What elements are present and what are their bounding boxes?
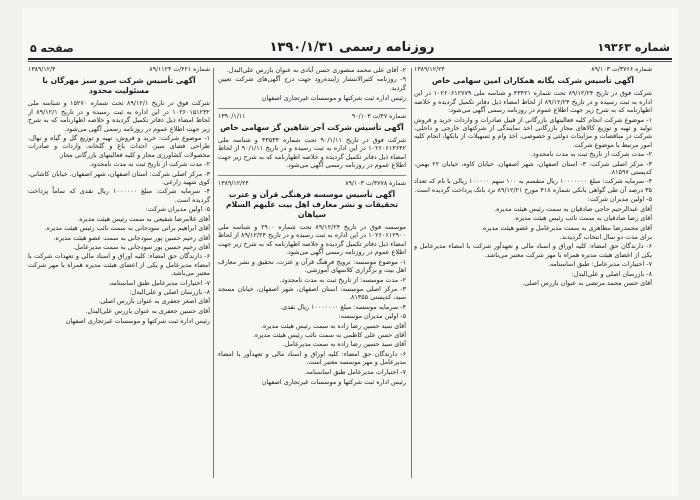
column-left bbox=[28, 66, 210, 486]
page-header bbox=[22, 8, 678, 55]
notice-meta bbox=[218, 180, 406, 188]
notice-paragraph: آقای رحیم حسین پور سودجانی به سمت عضو هیئت مدیره. bbox=[53, 233, 210, 242]
notice-paragraph: ۲- مدت شرکت از تاریخ ثبت به مدت نامحدود. bbox=[530, 150, 652, 159]
notice-signature: رئیس اداره ثبت شرکتها و موسسات غیرتجاری اصفهان bbox=[261, 377, 406, 386]
issue-number: شماره ۱۹۳۶۳ bbox=[597, 41, 670, 54]
notice-number: شماره ۴۷۷۸/ت ۸۹/۱۰۳ bbox=[345, 179, 406, 187]
notice-paragraph: ۴- سرمایه موسسه: مبلغ ۱۰۰۰۰۰۰۰ ریال نقدی. bbox=[280, 302, 406, 311]
notice-paragraph: آقای محمدرضا مظاهری به سمت مدیرعامل و عضو هیئت مدیره. bbox=[481, 223, 652, 232]
notice-paragraph: ۶- دارندگان حق امضاء: کلیه اوراق و اسناد مالی و تعهدآور شرکت با امضاء مدیرعامل و یکی از اعضای هیئت مدیره همراه با مهر شرکت معتبر می‌باشد. bbox=[414, 242, 652, 259]
notice-paragraph: آقای غلامرضا شفیعی به سمت رئیس هیئت مدیره. bbox=[77, 214, 210, 223]
notice-paragraph: شرکت فوق در تاریخ ۸۹/۱۲/۱ تحت شماره ۱۵۲۷۰ و شناسه ملی ۱۰۲۶۰۱۵۱۲۳۲ در این اداره به ثبت رسیده و در تاریخ ۸۹/۱۲/۱ از لحاظ امضاء ذیل دفاتر تکمیل گردیده و خلاصه اظهارنامه که به شرح زیر جهت اطلاع عموم در روزنامه رسمی آگهی می‌شود. bbox=[28, 99, 210, 133]
column-right bbox=[414, 66, 652, 486]
header-rule-thin bbox=[28, 61, 672, 62]
notice-paragraph: آقای رحیم حسین پور سودجانی به سمت مدیرعامل. bbox=[73, 242, 210, 251]
notice-paragraph: ۲- مدت شرکت از تاریخ ثبت به مدت نامحدود. bbox=[88, 160, 210, 169]
notice-paragraph: ۷- اختیارات مدیرعامل طبق اساسنامه. bbox=[304, 367, 406, 376]
notice-date: ۱۳۹۰/۱/۱۱ bbox=[218, 112, 246, 120]
notice-paragraph: ۹- روزنامه کثیرالانتشار زاینده‌رود جهت درج آگهی‌های شرکت تعیین گردید. bbox=[218, 75, 406, 92]
notice-paragraph: ۱- موضوع شرکت: خرید و فروش، تهیه و توزیع گل و گیاه و نهال، طراحی فضای سبز، احداث باغ و گلخانه، واردات و صادرات محصولات کشاورزی مجاز و کلیه فعالیتهای بازرگانی مجاز. bbox=[28, 134, 210, 159]
notice-paragraph: آقای حسن محمد مرتضی به عنوان بازرس اصلی. bbox=[522, 278, 652, 287]
notice-signature: رئیس اداره ثبت شرکتها و موسسات غیرتجاری اصفهان bbox=[65, 317, 210, 326]
notice-paragraph: ۵- اولین مدیران موسسه: bbox=[338, 312, 406, 321]
notice-number: شماره ۴۷/ت ۹۰/۱۰۳ bbox=[351, 112, 406, 120]
notice-paragraph: آقای ابراهیم براتی سودجانی به سمت نائب رئیس هیئت مدیره. bbox=[44, 224, 210, 233]
notice-title: آگهی تأسیس شرکت سرو سبز مهرگان با مسئولیت محدود bbox=[42, 76, 196, 96]
notice-paragraph: ۴- سرمایه شرکت: مبلغ ۱۰۰۰۰۰۰ ریال نقدی که تماماً پرداخت گردیده است. bbox=[28, 187, 210, 204]
notice-paragraph: ۸- بازرسان اصلی و علی‌البدل: bbox=[571, 269, 652, 278]
newspaper-title: روزنامه رسمی ۱۳۹۰/۱/۳۱ bbox=[269, 40, 435, 55]
notice-paragraph: آقای حسین جعفری به عنوان بازرس علی‌البدل. bbox=[85, 306, 210, 315]
notice-paragraph: ۴- سرمایه شرکت: مبلغ ۱۰۰۰۰۰۰۰ ریال منقسم به ۱۰۰ سهم ۱۰۰۰۰۰ ریالی با نام که تعداد ۳۵ درصد آن طی گواهی بانکی شماره ۴۱۸ مورخ ۸۹/۱۲/۲۱ نزد بانک پرداخت گردیده است. bbox=[414, 177, 652, 194]
notice-paragraph: آقای عبدالرحیم حاجی صادقیان به سمت رئیس هیئت مدیره. bbox=[494, 204, 652, 213]
notice-meta bbox=[414, 66, 652, 74]
notice-paragraph: ۱- موضوع موسسه: ترویج فرهنگ قرآن و عترت، تحقیق و نشر معارف اهل بیت و برگزاری کلاسهای آموزشی. bbox=[218, 257, 406, 275]
notice-paragraph: ۳- مرکز اصلی موسسه: استان اصفهان، شهر اصفهان، خیابان مسجد سید، کدپستی ۸۱۳۵۵. bbox=[218, 284, 406, 302]
notice-date: ۱۳۸۹/۱۲/۲۴ bbox=[218, 179, 249, 187]
notice-meta bbox=[28, 66, 210, 74]
notice-divider bbox=[218, 108, 406, 109]
header-rule bbox=[28, 58, 672, 60]
notice-paragraph: آقای سید حسین رضا زاده به سمت رئیس هیئت مدیره. bbox=[260, 321, 406, 330]
notice-title: آگهی تأسیس موسسه فرهنگی قرآن و عترت تحقیقات و نشر معارف اهل بیت علیهم السلام سپاهان bbox=[226, 190, 398, 220]
notice-paragraph: ۷- اختیارات مدیرعامل طبق اساسنامه. bbox=[108, 278, 210, 287]
notice-paragraph: ۵- اولین مدیران شرکت: bbox=[587, 195, 652, 204]
notice-paragraph: ۵- اولین مدیران شرکت: bbox=[145, 205, 210, 214]
notice-number: شماره ۴۲۱/ت ۸۹/۱۱۲۳ bbox=[149, 66, 210, 73]
notice-paragraph: شرکت فوق در تاریخ ۹۰/۱/۱۱ تحت شماره ۴۳۵۳۴ و شناسه ملی ۱۰۲۶۰۶۱۳۶۴۲ در این اداره به ثبت رسیده و در تاریخ ۹۰/۱/۱۱ از لحاظ امضاء ذیل دفاتر تکمیل گردیده و خلاصه اظهارنامه که به شرح زیر جهت اطلاع عموم در روزنامه رسمی آگهی می‌شود. bbox=[218, 136, 406, 170]
notice-paragraph: ۳- مرکز اصلی شرکت: استان اصفهان، شهر اصفهان، خیابان کاشانی، کوی شهید زارعی. bbox=[28, 169, 210, 187]
notice-paragraph: شرکت فوق در تاریخ ۸۹/۱۲/۲۴ تحت شماره ۴۳۴۲۱ و شناسه ملی ۱۰۲۶۰۶۱۲۷۷۹ در این اداره به ثبت رسیده و در تاریخ ۸۹/۱۲/۲۴ از لحاظ امضاء ذیل دفاتر تکمیل گردیده و خلاصه اظهارنامه که به شرح زیر جهت اطلاع عموم در روزنامه رسمی آگهی می‌شود: bbox=[414, 89, 652, 115]
notice-paragraph: ۶- دارندگان حق امضاء: کلیه اوراق و اسناد مالی و تعهدات شرکت با امضاء مدیرعامل و یکی از اعضای هیئت مدیره همراه با مهر شرکت معتبر می‌باشد. bbox=[28, 252, 210, 278]
page-number: صفحه ۵ bbox=[30, 42, 74, 55]
notice-paragraph: ۳- مرکز اصلی شرکت: ۳- استان اصفهان، شهر اصفهان، خیابان کاوه، خیابان ۲۲ بهمن، کدپستی ۸۱۵۹۷. bbox=[414, 159, 652, 177]
notice-paragraph: آقای رضا صادقیان به سمت نائب رئیس هیئت مدیره. bbox=[513, 214, 652, 223]
notice-date: ۱۳۸۹/۱۲/۴ bbox=[28, 66, 56, 73]
gazette-page bbox=[22, 8, 678, 496]
notice-paragraph: موسسه فوق در تاریخ ۸۹/۱۲/۲۴ تحت شماره ۲۹۰۰ و شناسه ملی ۱۰۲۶۰۶۱۲۹۰۰ در این اداره به ثبت رسیده و در تاریخ ۸۹/۱۲/۲۴ از لحاظ امضاء ذیل دفاتر تکمیل گردیده و خلاصه اظهارنامه که به شرح زیر جهت اطلاع عموم در روزنامه رسمی آگهی می‌شود. bbox=[218, 223, 406, 257]
notice-title: آگهی تأسیس شرکت یگانه همکاران امین سهامی خاص bbox=[431, 76, 635, 86]
notice-divider bbox=[218, 175, 406, 176]
column-divider bbox=[213, 68, 214, 478]
notice-meta bbox=[218, 113, 406, 121]
notice-paragraph: ۱- موضوع شرکت انجام کلیه فعالیتهای بازرگانی از قبیل صادرات و واردات خرید و فروش تولید و تهیه و توزیع کالاهای مجاز بازرگانی اخذ نمایندگی از شرکتهای خارجی و داخلی، شرکت در مناقصات و مزایدات دولتی و خصوصی، اخذ وام و تسهیلات از بانکها، انجام کلیه امور مرتبط با موضوع شرکت. bbox=[414, 115, 652, 149]
notice-paragraph: آقای سید حسین رضا زاده به سمت مدیرعامل. bbox=[282, 340, 406, 349]
notice-paragraph: آقای حسن علی کاظمی به سمت نائب رئیس هیئت مدیره. bbox=[252, 330, 406, 339]
notice-paragraph: آقای اصغر جعفری به عنوان بازرس اصلی. bbox=[98, 297, 210, 306]
notice-paragraph: ۲- آقای علی محمد منصوری حسن آبادی به عنوان بازرس علی‌البدل. bbox=[226, 66, 406, 74]
notice-paragraph: ۷- اختیارات مدیرعامل: طبق اساسنامه. bbox=[547, 260, 652, 269]
column-middle bbox=[218, 66, 406, 486]
notice-paragraph: ۶- دارندگان حق امضاء: کلیه اوراق و اسناد مالی و تعهدآور با امضاء مدیرعامل و مهر موسسه معتبر است. bbox=[218, 349, 406, 367]
notice-paragraph: ۲- مدت موسسه: از تاریخ ثبت به مدت نامحدود. bbox=[279, 275, 406, 284]
column-divider bbox=[411, 68, 412, 478]
notice-paragraph: ۸- بازرسان اصلی و علی‌البدل: bbox=[129, 287, 210, 296]
notice-number: شماره ۳۷۶۶/ت ۸۹/۱۰۳ bbox=[591, 66, 652, 73]
notice-title: آگهی تأسیس شرکت آجر شاهین گز سهامی خاص bbox=[220, 123, 404, 133]
notice-signature: رئیس اداره ثبت شرکتها و موسسات غیرتجاری اصفهان bbox=[261, 94, 406, 103]
notice-date: ۱۳۸۹/۱۲/۲۴ bbox=[414, 66, 445, 73]
notice-paragraph: برای مدت دو سال انتخاب گردیدند. bbox=[559, 232, 652, 241]
